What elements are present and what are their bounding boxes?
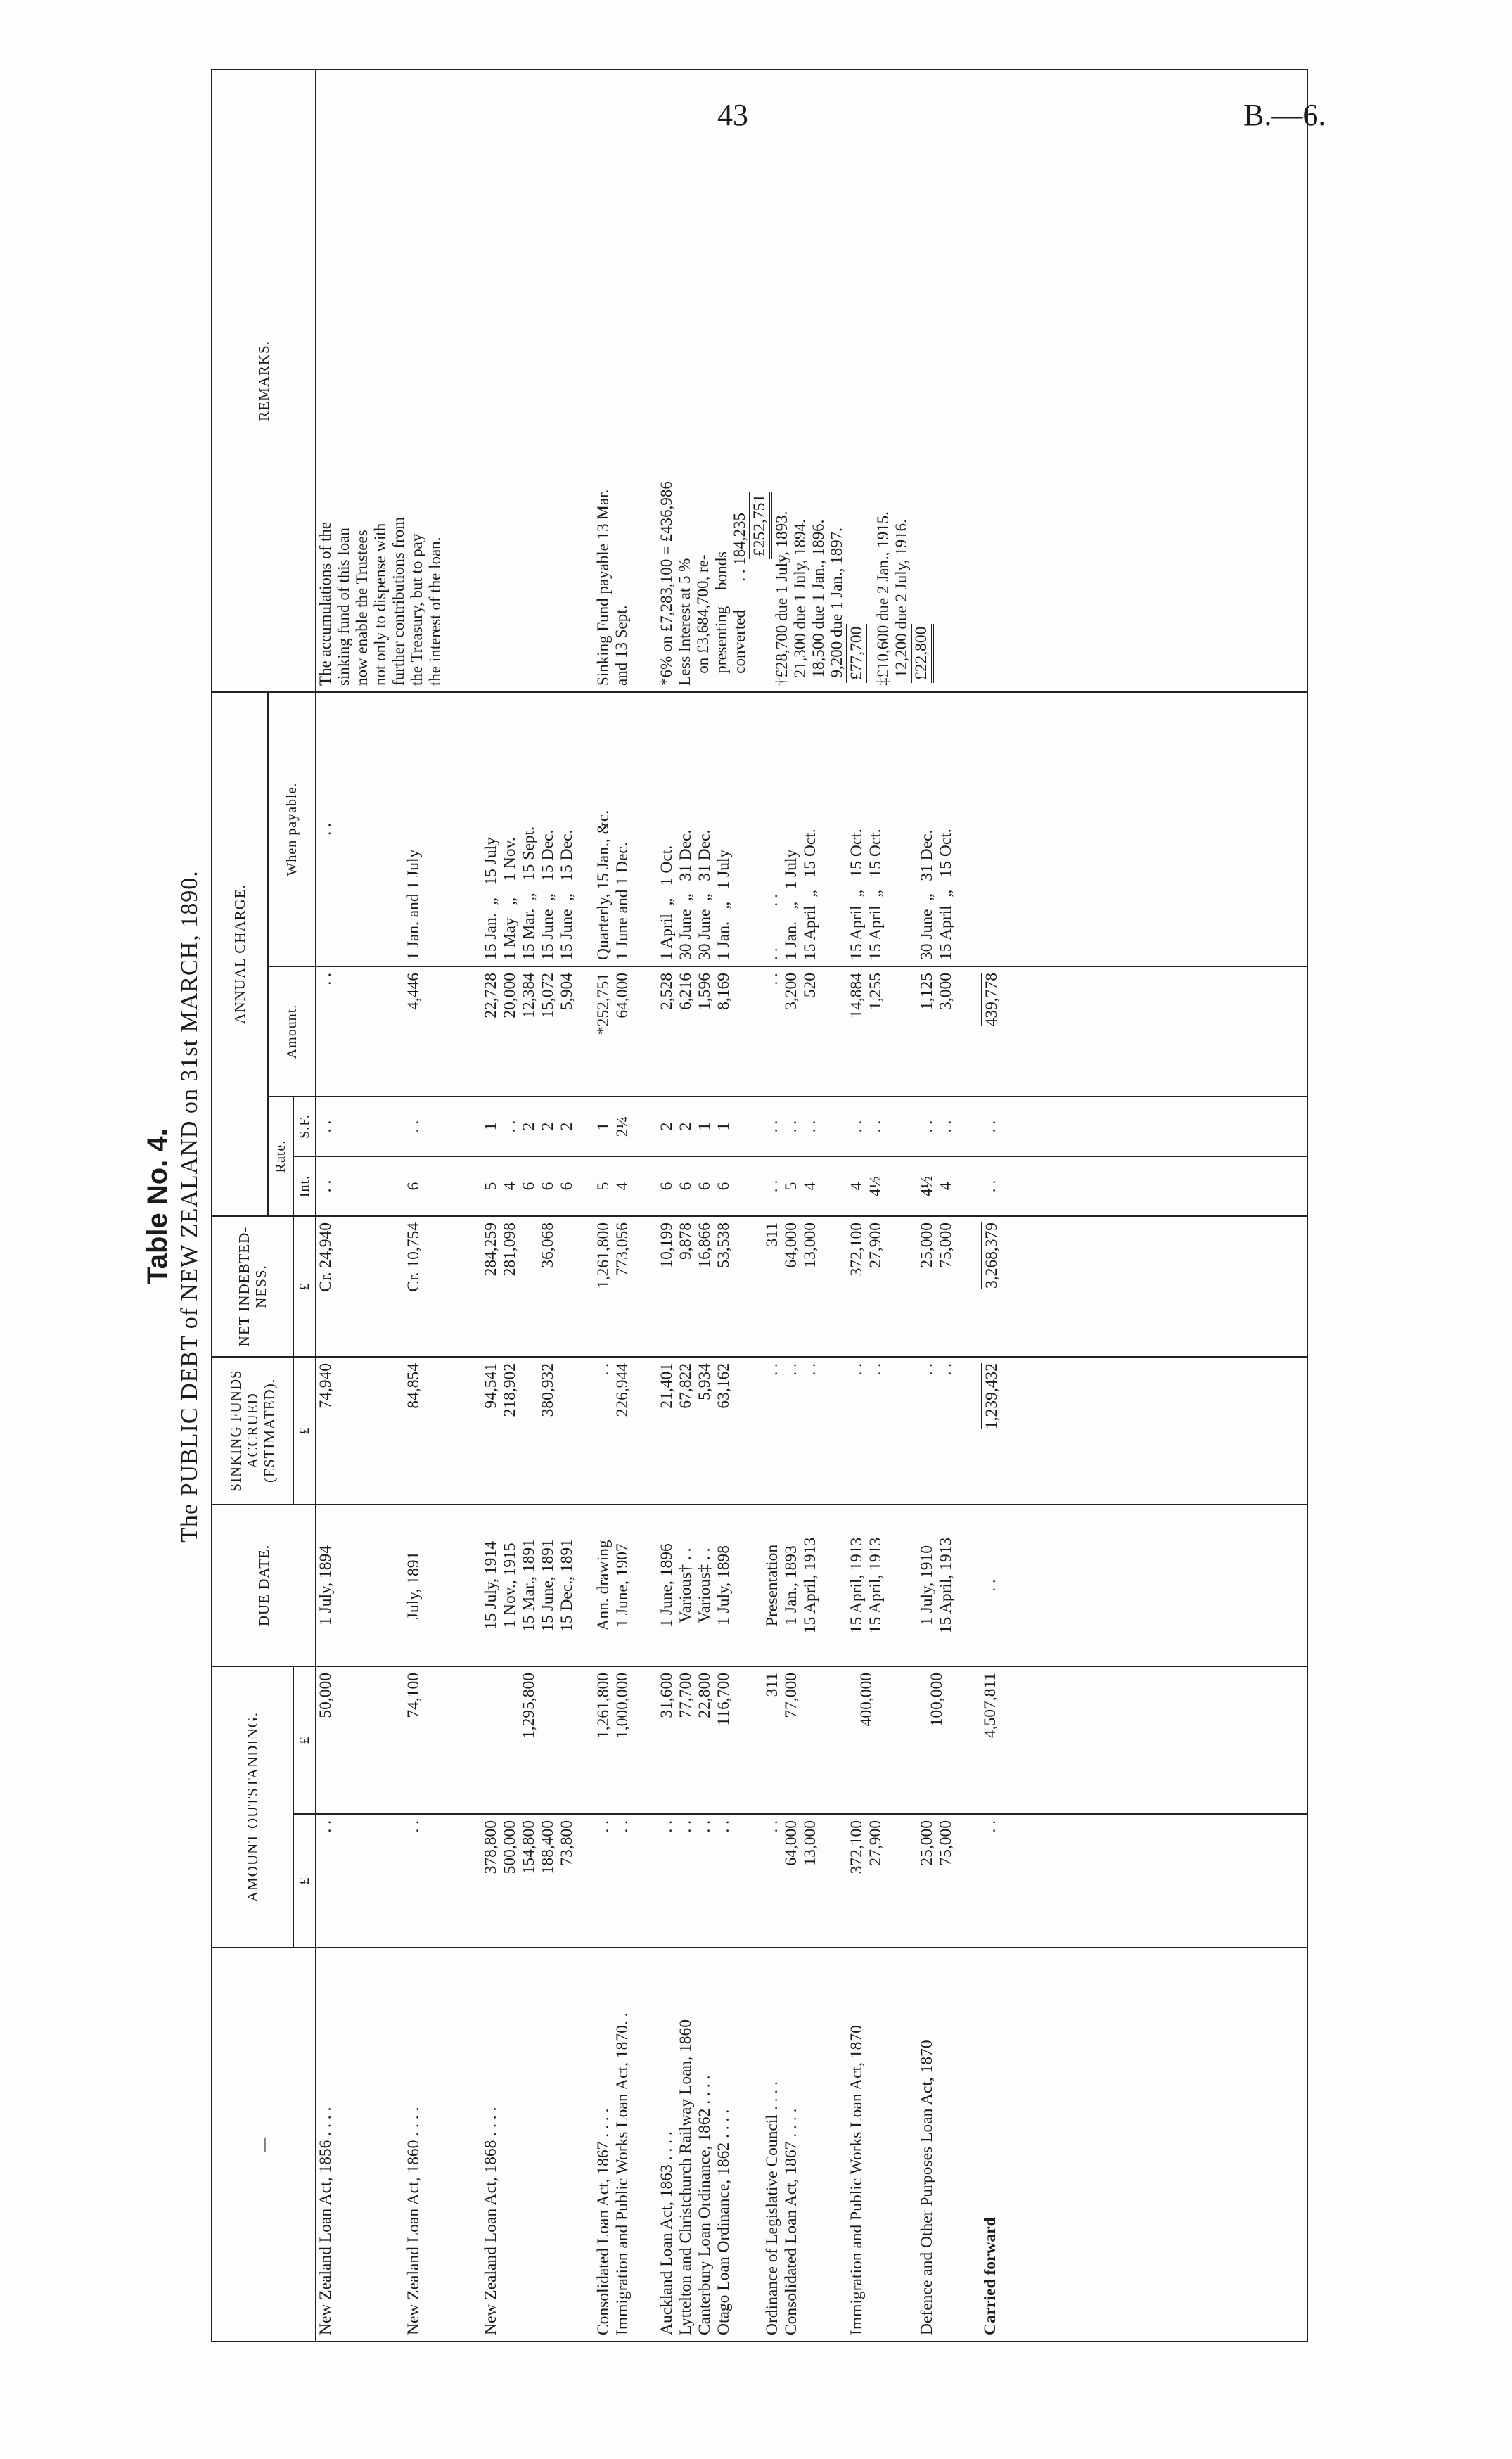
group-amount: 1,261,800 1,000,000 xyxy=(594,1673,632,1739)
table-body-row xyxy=(316,70,1307,2342)
group-loan-name: New Zealand Loan Act, 1860 . . . . xyxy=(404,2107,423,2335)
group-rate-sf: 2 2 1 1 xyxy=(658,1122,733,1131)
group-due-date: July, 1891 xyxy=(404,1551,423,1620)
group-net-indebtedness: 25,000 75,000 xyxy=(918,1222,955,1268)
group-loan-name: Ordinance of Legislative Council . . . . Consolidated Loan Act, 1867 . . . . xyxy=(763,2081,800,2335)
header-rate: Rate. xyxy=(268,1097,293,1216)
group-sinking-fund: 84,854 xyxy=(404,1363,423,1409)
group-amount: 31,600 77,700 22,800 116,700 xyxy=(658,1673,733,1726)
group-sub-amount: . . . . xyxy=(594,1820,632,1833)
group-annual-amount: 4,446 xyxy=(404,973,423,1010)
table-subtitle: The PUBLIC DEBT of NEW ZEALAND on 31st MARCH, 1890. xyxy=(177,870,203,1543)
rate-int-column xyxy=(316,1156,1307,1216)
group-annual-amount: 2,528 6,216 1,596 8,169 xyxy=(658,973,733,1010)
total-sinking: 1,239,432 xyxy=(982,1363,1001,1429)
group-amount: 74,100 xyxy=(404,1673,423,1718)
group-annual-amount: *252,751 64,000 xyxy=(594,973,632,1035)
page-number: 43 xyxy=(717,98,748,132)
remark-various-dues: †£28,700 due 1 July, 1893. 21,300 due 1 July, 1894. 18,500 due 1 Jan., 1896. 9,200 due 1 Jan., 1897. xyxy=(773,511,845,686)
remark-various-dues-2: ‡£10,600 due 2 Jan., 1915. 12,200 due 2 July, 1916. xyxy=(874,511,910,686)
remark-total-row xyxy=(846,76,874,686)
group-amount: 311 77,000 xyxy=(763,1673,800,1718)
group-rate-sf: 1 2¼ xyxy=(594,1116,632,1137)
group-sub-amount: . . . . . . . . xyxy=(658,1820,733,1833)
group-rate-int: . . 5 4 xyxy=(763,1180,819,1193)
carried-annual-amount xyxy=(981,973,1001,1090)
group-amount: 1,295,800 xyxy=(520,1673,538,1739)
group-rate-sf: . . . . xyxy=(847,1120,885,1133)
remark-total-row xyxy=(911,76,939,686)
header-due-date: DUE DATE. xyxy=(212,1505,316,1666)
group-rate-int: 4 4½ xyxy=(847,1175,885,1197)
group-when-payable: 30 June „ 31 Dec. 15 April „ 15 Oct. xyxy=(918,829,955,960)
page-reference: B.—6. xyxy=(1243,98,1326,132)
carried-sub-amount: . . xyxy=(981,1820,999,1833)
group-sinking-fund: 21,401 67,822 5,934 63,162 xyxy=(658,1363,733,1409)
carried-net-indebtedness xyxy=(981,1222,1001,1350)
group-net-indebtedness: Cr. 10,754 xyxy=(404,1222,423,1292)
group-when-payable: . . xyxy=(316,823,335,836)
total-net: 3,268,379 xyxy=(982,1222,1001,1289)
header-loan: — xyxy=(212,1948,316,2342)
unit-pound: £ xyxy=(293,1216,316,1357)
group-sub-amount: . . xyxy=(316,1820,335,1833)
public-debt-table xyxy=(211,69,1308,2342)
carried-forward-label: Carried forward xyxy=(981,2217,999,2335)
header-when-payable: When payable. xyxy=(268,692,316,966)
group-rate-int: 6 6 6 6 xyxy=(658,1182,733,1191)
group-annual-amount: . . 3,200 520 xyxy=(763,973,819,1010)
remark-sinking-payable: Sinking Fund payable 13 Mar. and 13 Sept. xyxy=(594,489,630,686)
group-rate-int: 4½ 4 xyxy=(918,1175,955,1197)
group-amount: 100,000 xyxy=(928,1673,946,1727)
unit-pound: £ xyxy=(293,1814,316,1948)
header-amount-outstanding: AMOUNT OUTSTANDING. xyxy=(212,1666,293,1948)
group-net-indebtedness: 372,100 27,900 xyxy=(847,1222,885,1277)
group-sinking-fund: . . . . xyxy=(918,1363,955,1376)
net-indebtedness-column xyxy=(316,1216,1307,1357)
header-amount: Amount. xyxy=(268,966,316,1097)
group-rate-sf: . . xyxy=(316,1120,335,1133)
carried-sinking-fund xyxy=(981,1363,1001,1498)
group-sub-amount: . . xyxy=(404,1820,423,1833)
group-loan-name: New Zealand Loan Act, 1868 . . . . xyxy=(482,2107,500,2335)
header-sinking-funds: SINKING FUNDS ACCRUED (ESTIMATED). xyxy=(212,1357,293,1505)
header-sf: S.F. xyxy=(293,1097,316,1156)
due-date-column xyxy=(316,1505,1307,1666)
group-net-indebtedness: 311 64,000 13,000 xyxy=(763,1222,819,1268)
group-rate-int: 6 xyxy=(404,1182,423,1191)
group-net-indebtedness: 284,259 281,098 36,068 xyxy=(482,1222,557,1277)
group-loan-name: Immigration and Public Works Loan Act, 1870 xyxy=(847,2025,866,2335)
table-title: Table No. 4. xyxy=(142,1128,173,1284)
group-when-payable: 15 Jan. „ 15 July 1 May „ 1 Nov. 15 Mar. „ 15 Sept. 15 June „ 15 Dec. 15 June „ 15 Dec. xyxy=(482,826,576,960)
unit-pound: £ xyxy=(293,1357,316,1505)
remark-group xyxy=(482,76,594,686)
group-due-date: 1 June, 1896 Various† . . Various‡ . . 1 July, 1898 xyxy=(658,1543,733,1628)
sub-amount-column xyxy=(316,1814,1307,1948)
group-loan-name: Consolidated Loan Act, 1867 . . . . Immigration and Public Works Loan Act, 1870. . xyxy=(594,2012,632,2335)
group-net-indebtedness: Cr. 24,940 xyxy=(316,1222,335,1292)
group-loan-name: Auckland Loan Act, 1863 . . . . Lyttelton and Christchurch Railway Loan, 1860 Canterbury Loan Ordinance, 1862 . . . . Otago Loan Ordinance, 1862 . . . . xyxy=(658,2019,733,2335)
group-loan-name: New Zealand Loan Act, 1856 . . . . xyxy=(316,2107,335,2335)
group-amount: 50,000 xyxy=(316,1673,335,1718)
group-rate-sf: . . . . . . xyxy=(763,1120,819,1133)
group-rate-sf: . . . . xyxy=(918,1120,955,1133)
group-net-indebtedness: 1,261,800 773,056 xyxy=(594,1222,632,1289)
group-due-date: Presentation 1 Jan., 1893 15 April, 1913 xyxy=(763,1537,819,1634)
carried-rate-sf: . . xyxy=(981,1120,999,1133)
group-when-payable: . . . . 1 Jan. „ 1 July 15 April „ 15 Oct. xyxy=(763,829,819,960)
remark-total: £252,751 xyxy=(749,492,772,559)
group-rate-int: 5 4 6 6 6 xyxy=(482,1182,576,1191)
group-sinking-fund: 74,940 xyxy=(316,1363,335,1409)
group-sinking-fund: . . 226,944 xyxy=(594,1363,632,1417)
group-sub-amount: 378,800 500,000 154,800 188,400 73,800 xyxy=(482,1820,576,1874)
group-sub-amount: 372,100 27,900 xyxy=(847,1820,885,1874)
group-amount: 400,000 xyxy=(857,1673,876,1727)
group-when-payable: 1 Jan. and 1 July xyxy=(404,849,423,960)
group-when-payable: 1 April „ 1 Oct. 30 June „ 31 Dec. 30 June „ 31 Dec. 1 Jan. „ 1 July xyxy=(658,829,733,960)
remark-total-row xyxy=(749,76,773,686)
header-int: Int. xyxy=(293,1156,316,1216)
carried-amount: 4,507,811 xyxy=(981,1673,999,1739)
group-sinking-fund: 94,541 218,902 380,932 xyxy=(482,1363,557,1417)
group-rate-int: . . xyxy=(316,1180,335,1193)
header-net-indebtedness: NET INDEBTED-NESS. xyxy=(212,1216,293,1357)
remark-total: £22,800 xyxy=(911,624,934,683)
total-annual-charge: 439,778 xyxy=(982,973,1001,1027)
group-due-date: 15 April, 1913 15 April, 1913 xyxy=(847,1537,885,1634)
group-due-date: 15 July, 1914 1 Nov., 1915 15 Mar., 1891 15 June, 1891 15 Dec., 1891 xyxy=(482,1539,576,1632)
remark-interest-calc: *6% on £7,283,100 = £436,986 Less Interest at 5 % on £3,684,700, re- presenting bonds converted . . 184,235 xyxy=(658,481,748,686)
group-rate-sf: 1 . . 2 2 2 xyxy=(482,1120,576,1133)
group-due-date: Ann. drawing 1 June, 1907 xyxy=(594,1540,632,1631)
annual-amount-column xyxy=(316,966,1307,1097)
remark-total: £77,700 xyxy=(846,624,869,683)
group-due-date: 1 July, 1910 15 April, 1913 xyxy=(918,1537,955,1634)
group-when-payable: 15 April „ 15 Oct. 15 April „ 15 Oct. xyxy=(847,829,885,960)
group-due-date: 1 July, 1894 xyxy=(316,1545,335,1626)
group-sub-amount: . . 64,000 13,000 xyxy=(763,1820,819,1866)
carried-rate-int: . . xyxy=(981,1180,999,1193)
remark-sinking-fund-note: The accumulations of the sinking fund of this loan now enable the Trustees not only to dispense with further contributions from the Treasury, but to pay the interest of the loan. xyxy=(316,516,444,686)
group-rate-int: 5 4 xyxy=(594,1182,632,1191)
rotated-table-area xyxy=(141,70,1308,2342)
unit-pound: £ xyxy=(293,1666,316,1814)
group-annual-amount: 22,728 20,000 12,384 15,072 5,904 xyxy=(482,973,576,1018)
carried-due-date: . . xyxy=(981,1579,999,1592)
when-payable-column xyxy=(316,692,1307,966)
group-loan-name: Defence and Other Purposes Loan Act, 1870 xyxy=(918,2040,936,2335)
group-rate-sf: . . xyxy=(404,1120,423,1133)
group-when-payable: Quarterly, 15 Jan., &c. 1 June and 1 Dec. xyxy=(594,810,632,960)
group-sinking-fund: . . . . . . xyxy=(763,1363,819,1376)
header-remarks: REMARKS. xyxy=(212,70,316,692)
group-annual-amount: . . xyxy=(316,973,335,985)
remarks-column xyxy=(316,70,1307,692)
group-annual-amount: 1,125 3,000 xyxy=(918,973,955,1010)
header-annual-charge: ANNUAL CHARGE. xyxy=(212,692,268,1216)
group-annual-amount: 14,884 1,255 xyxy=(847,973,885,1018)
rate-sf-column xyxy=(316,1097,1307,1156)
sinking-funds-column xyxy=(316,1357,1307,1505)
title-block xyxy=(141,70,207,2342)
group-sub-amount: 25,000 75,000 xyxy=(918,1820,955,1866)
amount-column xyxy=(316,1666,1307,1814)
loan-names-column xyxy=(316,1948,1307,2342)
group-net-indebtedness: 10,199 9,878 16,866 53,538 xyxy=(658,1222,733,1268)
group-sinking-fund: . . . . xyxy=(847,1363,885,1376)
